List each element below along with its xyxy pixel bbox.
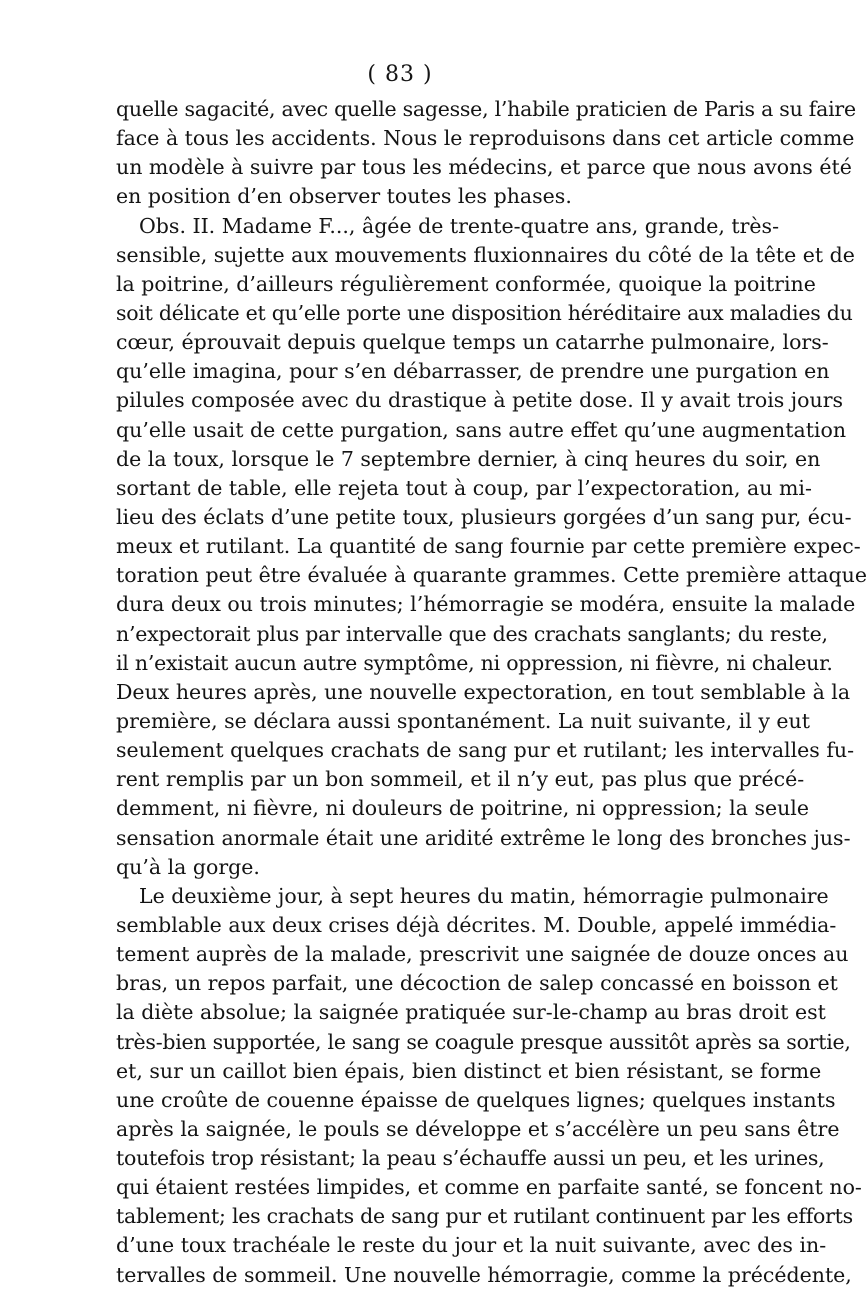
text-line: très-bien supportée, le sang se coagule presque aussitôt après sa sortie, bbox=[116, 1029, 851, 1054]
text-line: en position d’en observer toutes les phases. bbox=[116, 184, 572, 209]
text-line: tement auprès de la malade, prescrivit une saignée de douze onces au bbox=[116, 942, 849, 967]
text-line: face à tous les accidents. Nous le reproduisons dans cet article comme bbox=[116, 126, 855, 151]
text-line: Le deuxième jour, à sept heures du matin, hémorragie pulmonaire bbox=[139, 883, 829, 908]
text-line: sensible, sujette aux mouvements fluxionnaires du côté de la tête et de bbox=[116, 242, 855, 267]
text-line: une croûte de couenne épaisse de quelques lignes; quelques instants bbox=[116, 1087, 836, 1112]
body-text bbox=[116, 95, 867, 1290]
text-line: qu’elle usait de cette purgation, sans autre effet qu’une augmentation bbox=[116, 417, 847, 442]
text-line: soit délicate et qu’elle porte une disposition héréditaire aux maladies du bbox=[116, 300, 853, 325]
text-line: sortant de table, elle rejeta tout à coup, par l’expectoration, au mi- bbox=[116, 475, 812, 500]
text-line: Obs. II. Madame F..., âgée de trente-quatre ans, grande, très- bbox=[139, 213, 779, 238]
text-line: seulement quelques crachats de sang pur et rutilant; les intervalles fu- bbox=[116, 738, 855, 763]
text-line: toration peut être évaluée à quarante grammes. Cette première attaque bbox=[116, 563, 867, 588]
text-line: meux et rutilant. La quantité de sang fournie par cette première expec- bbox=[116, 534, 861, 559]
text-line: il n’existait aucun autre symptôme, ni oppression, ni fièvre, ni chaleur. bbox=[116, 650, 833, 675]
text-line: demment, ni fièvre, ni douleurs de poitrine, ni oppression; la seule bbox=[116, 796, 809, 821]
text-line: qu’à la gorge. bbox=[116, 854, 260, 879]
text-line: dura deux ou trois minutes; l’hémorragie se modéra, ensuite la malade bbox=[116, 592, 856, 617]
text-line: cœur, éprouvait depuis quelque temps un catarrhe pulmonaire, lors- bbox=[116, 330, 829, 355]
page-number: ( 83 ) bbox=[367, 62, 433, 87]
text-line: Deux heures après, une nouvelle expectoration, en tout semblable à la bbox=[116, 679, 851, 704]
text-line: la poitrine, d’ailleurs régulièrement conformée, quoique la poitrine bbox=[116, 271, 816, 296]
text-line: lieu des éclats d’une petite toux, plusieurs gorgées d’un sang pur, écu- bbox=[116, 504, 852, 529]
text-line: pilules composée avec du drastique à petite dose. Il y avait trois jours bbox=[116, 388, 844, 413]
text-line: tervalles de sommeil. Une nouvelle hémorragie, comme la précédente, bbox=[116, 1262, 852, 1287]
text-line: un modèle à suivre par tous les médecins, et parce que nous avons été bbox=[116, 155, 852, 180]
text-line: semblable aux deux crises déjà décrites. M. Double, appelé immédia- bbox=[116, 912, 837, 937]
text-line: qu’elle imagina, pour s’en débarrasser, de prendre une purgation en bbox=[116, 359, 830, 384]
text-line: toutefois trop résistant; la peau s’échauffe aussi un peu, et les urines, bbox=[116, 1146, 825, 1171]
text-line: qui étaient restées limpides, et comme en parfaite santé, se foncent no- bbox=[116, 1175, 862, 1200]
text-line: de la toux, lorsque le 7 septembre dernier, à cinq heures du soir, en bbox=[116, 446, 821, 471]
text-line: sensation anormale était une aridité extrême le long des bronches jus- bbox=[116, 825, 851, 850]
text-line: quelle sagacité, avec quelle sagesse, l’habile praticien de Paris a su faire bbox=[116, 97, 856, 121]
text-line: et, sur un caillot bien épais, bien distinct et bien résistant, se forme bbox=[116, 1058, 822, 1083]
text-line: tablement; les crachats de sang pur et rutilant continuent par les efforts bbox=[116, 1204, 853, 1229]
text-line: bras, un repos parfait, une décoction de salep concassé en boisson et bbox=[116, 971, 838, 996]
text-line: d’une toux trachéale le reste du jour et la nuit suivante, avec des in- bbox=[116, 1233, 827, 1258]
text-line: rent remplis par un bon sommeil, et il n’y eut, pas plus que précé- bbox=[116, 767, 805, 792]
text-line: la diète absolue; la saignée pratiquée sur-le-champ au bras droit est bbox=[116, 1000, 826, 1025]
text-line: première, se déclara aussi spontanément. La nuit suivante, il y eut bbox=[116, 708, 810, 733]
text-line: n’expectorait plus par intervalle que des crachats sanglants; du reste, bbox=[116, 621, 828, 646]
text-line: après la saignée, le pouls se développe et s’accélère un peu sans être bbox=[116, 1116, 840, 1141]
